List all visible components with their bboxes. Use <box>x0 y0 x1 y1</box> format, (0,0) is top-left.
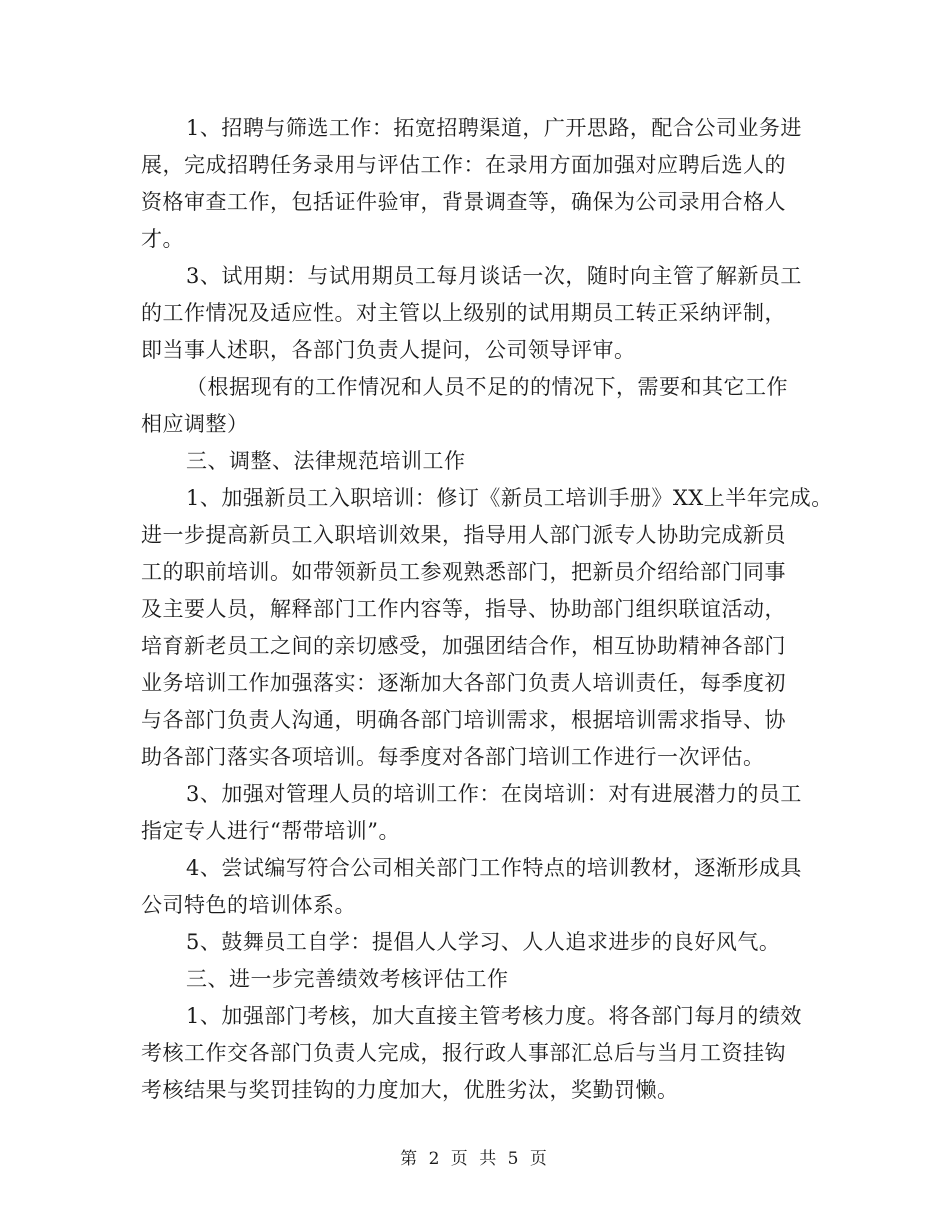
text-line: 指定专人进行“帮带培训”。 <box>141 819 400 843</box>
text-line: 相应调整） <box>141 412 249 436</box>
section-heading: 三、进一步完善绩效考核评估工作 <box>186 967 509 991</box>
text-line: 1、加强新员工入职培训：修订《新员工培训手册》XX上半年完成。 <box>186 486 833 510</box>
text-line: 3、试用期：与试用期员工每月谈话一次，随时向主管了解新员工 <box>186 264 802 288</box>
text-line: 与各部门负责人沟通，明确各部门培训需求，根据培训需求指导、协 <box>141 708 786 732</box>
text-line: 业务培训工作加强落实：逐渐加大各部门负责人培训责任，每季度初 <box>141 671 786 695</box>
text-line: （根据现有的工作情况和人员不足的的情况下，需要和其它工作 <box>186 375 788 399</box>
text-line: 公司特色的培训体系。 <box>141 893 356 917</box>
section-heading: 三、调整、法律规范培训工作 <box>186 449 466 473</box>
text-line: 即当事人述职，各部门负责人提问，公司领导评审。 <box>141 338 636 362</box>
text-line: 的工作情况及适应性。对主管以上级别的试用期员工转正采纳评制， <box>141 301 786 325</box>
text-line: 3、加强对管理人员的培训工作：在岗培训：对有进展潜力的员工 <box>186 782 802 806</box>
text-line: 资格审查工作，包括证件验审，背景调查等，确保为公司录用合格人 <box>141 190 786 214</box>
text-line: 考核工作交各部门负责人完成，报行政人事部汇总后与当月工资挂钩 <box>141 1041 786 1065</box>
text-line: 进一步提高新员工入职培训效果，指导用人部门派专人协助完成新员 <box>141 523 786 547</box>
text-line: 考核结果与奖罚挂钩的力度加大，优胜劣汰，奖勤罚懒。 <box>141 1078 679 1102</box>
text-line: 4、尝试编写符合公司相关部门工作特点的培训教材，逐渐形成具 <box>186 856 802 880</box>
text-line: 培育新老员工之间的亲切感受，加强团结合作，相互协助精神各部门 <box>141 634 786 658</box>
text-line: 展，完成招聘任务录用与评估工作：在录用方面加强对应聘后选人的 <box>141 153 786 177</box>
text-line: 助各部门落实各项培训。每季度对各部门培训工作进行一次评估。 <box>141 745 765 769</box>
text-line: 1、招聘与筛选工作：拓宽招聘渠道，广开思路，配合公司业务进 <box>186 116 802 140</box>
page-number-footer: 第 2 页 共 5 页 <box>400 1149 550 1169</box>
text-line: 1、加强部门考核，加大直接主管考核力度。将各部门每月的绩效 <box>186 1004 802 1028</box>
text-line: 5、鼓舞员工自学：提倡人人学习、人人追求进步的良好风气。 <box>186 930 781 954</box>
text-line: 及主要人员，解释部门工作内容等，指导、协助部门组织联谊活动， <box>141 597 786 621</box>
text-line: 工的职前培训。如带领新员工参观熟悉部门，把新员介绍给部门同事 <box>141 560 786 584</box>
text-line: 才。 <box>141 227 184 251</box>
